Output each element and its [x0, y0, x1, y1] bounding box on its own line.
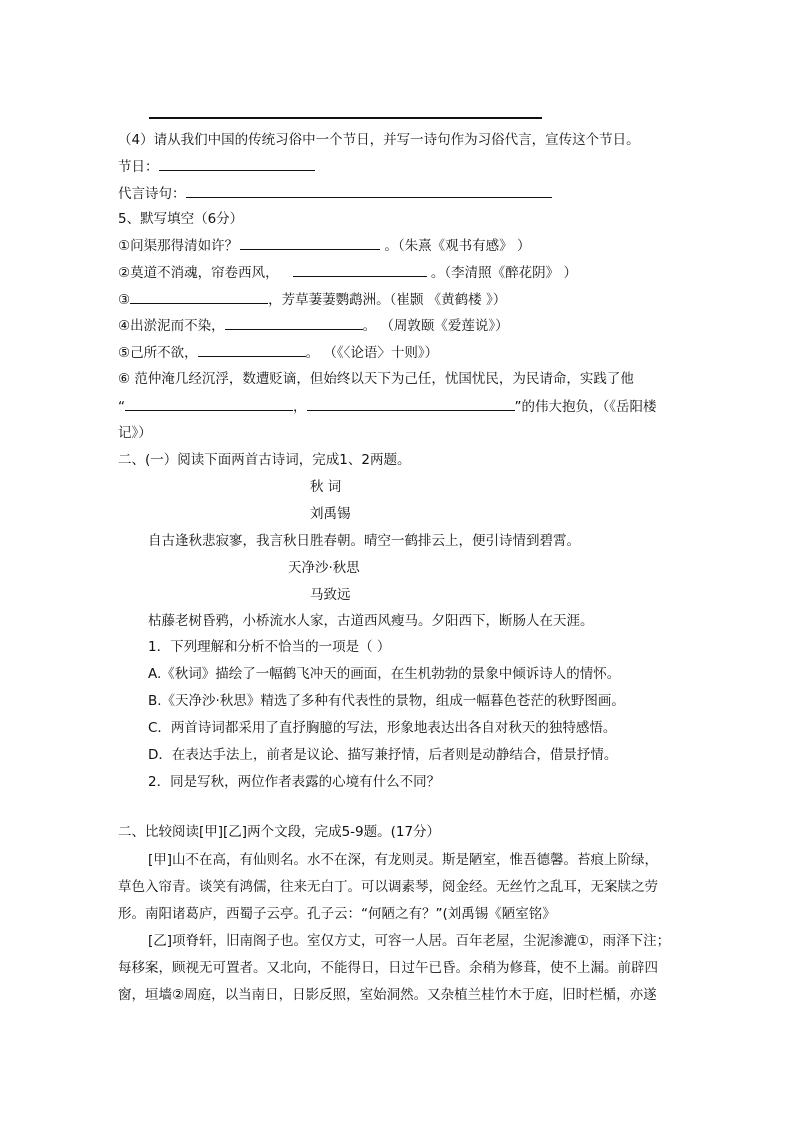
- jia-line-2: 草色入帘青。谈笑有鸿儒，往来无白丁。可以调素琴，阅金经。无丝竹之乱耳，无案牍之劳: [118, 879, 658, 895]
- fill-blank-4[interactable]: [225, 315, 363, 330]
- question-2: 2．同是写秋，两位作者表露的心境有什么不同？: [148, 774, 441, 790]
- fill-item-6-line1: ⑥ 范仲淹几经沉浮，数遭贬谪，但始终以天下为己任，忧国忧民，为民请命，实践了他: [118, 371, 634, 387]
- fill-item-3-source: ，芳草萋萋鹦鹉洲。（崔颢 《黄鹤楼 》）: [268, 292, 507, 308]
- fill-item-4-text: ④出淤泥而不染，: [118, 318, 225, 334]
- poem2-text: 枯藤老树昏鸦，小桥流水人家，古道西风瘦马。夕阳西下，断肠人在天涯。: [148, 613, 594, 629]
- fill-item-1-text: ①问渠那得清如许？: [118, 238, 239, 254]
- part2a-intro: 二、(一）阅读下面两首古诗词，完成1、2两题。: [118, 452, 411, 468]
- fill-blank-5[interactable]: [198, 342, 306, 357]
- fill-item-6-line3: 记》）: [118, 425, 152, 441]
- fill-item-4: [118, 315, 694, 336]
- poem1-title: 秋 词: [310, 479, 342, 495]
- fill-item-3-text: ③: [118, 292, 131, 308]
- option-c: C．两首诗词都采用了直抒胸臆的写法，形象地表达出各自对秋天的独特感悟。: [148, 720, 617, 736]
- verse-row: [118, 183, 694, 204]
- part2b-intro: 二、比较阅读[甲][乙]两个文段，完成5-9题。(17分）: [118, 824, 441, 840]
- yi-line-2: 每移案，顾视无可置者。又北向，不能得日，日过午已昏。余稍为修葺，使不上漏。前辟四: [118, 960, 658, 976]
- q4-prompt: （4）请从我们中国的传统习俗中一个节日，并写一诗句作为习俗代言，宣传这个节日。: [118, 132, 640, 148]
- question-1: 1．下列理解和分析不恰当的一项是（ ）: [148, 639, 391, 655]
- option-b: B.《天净沙·秋思》精选了多种有代表性的景物，组成一幅暮色苍茫的秋野图画。: [148, 693, 625, 709]
- comma: ，: [293, 399, 307, 415]
- open-quote: “: [118, 399, 125, 415]
- jia-line-3: 形。南阳诸葛庐，西蜀子云亭。孔子云：“何陋之有？”(刘禹锡《陋室铭》: [118, 906, 556, 922]
- fill-item-3: [118, 289, 694, 310]
- fill-blank-3[interactable]: [130, 289, 268, 304]
- poem1-author: 刘禹锡: [310, 506, 351, 522]
- festival-row: [118, 156, 694, 177]
- fill-blank-6a[interactable]: [125, 396, 293, 411]
- verse-blank[interactable]: [186, 183, 552, 198]
- option-d: D．在表达手法上，前者是议论、描写兼抒情，后者则是动静结合，借景抒情。: [148, 747, 618, 763]
- yi-line-3: 窗，垣墙②周庭，以当南日，日影反照，室始洞然。又杂植兰桂竹木于庭，旧时栏楯，亦遂: [118, 987, 657, 1003]
- fill-item-1-source: 。（朱熹《观书有感》 ）: [384, 238, 531, 254]
- festival-blank[interactable]: [159, 156, 315, 171]
- fill-item-5: [118, 342, 694, 363]
- option-a: A.《秋词》描绘了一幅鹤飞冲天的画面，在生机勃勃的景象中倾诉诗人的情怀。: [148, 666, 621, 682]
- answer-line: [149, 117, 542, 119]
- yi-line-1: [乙]项脊轩，旧南阁子也。室仅方丈，可容一人居。百年老屋，尘泥渗漉①，雨泽下注；: [148, 933, 671, 949]
- fill-item-1: [118, 235, 694, 256]
- fill-item-2-text: ②莫道不消魂，帘卷西风，: [118, 265, 279, 281]
- fill-blank-2[interactable]: [293, 262, 427, 277]
- poem1-text: 自古逢秋悲寂寥，我言秋日胜春朝。晴空一鹤排云上，便引诗情到碧霄。: [148, 533, 580, 549]
- section5-title: 5、默写填空（6分）: [118, 211, 244, 227]
- fill-blank-6b[interactable]: [307, 396, 515, 411]
- verse-label: 代言诗句：: [118, 186, 186, 202]
- poem2-title: 天净沙·秋思: [288, 560, 360, 576]
- fill-blank-1[interactable]: [240, 235, 380, 250]
- festival-label: 节日：: [118, 159, 159, 175]
- fill-item-2-source: 。（李清照《醉花阴》 ）: [430, 265, 577, 281]
- fill-item-2: [118, 262, 694, 283]
- close-text: ”的伟大抱负，（《岳阳楼: [514, 399, 657, 415]
- fill-item-6-line2: [118, 396, 694, 417]
- jia-line-1: [甲]山不在高，有仙则名。水不在深，有龙则灵。斯是陋室，惟吾德馨。苔痕上阶绿，: [148, 852, 659, 868]
- poem2-author: 马致远: [310, 587, 351, 603]
- fill-item-5-source: 。 （《〈论语〉十则》）: [305, 345, 439, 361]
- fill-item-5-text: ⑤己所不欲，: [118, 345, 198, 361]
- fill-item-4-source: 。 （周敦颐《爱莲说》）: [362, 318, 509, 334]
